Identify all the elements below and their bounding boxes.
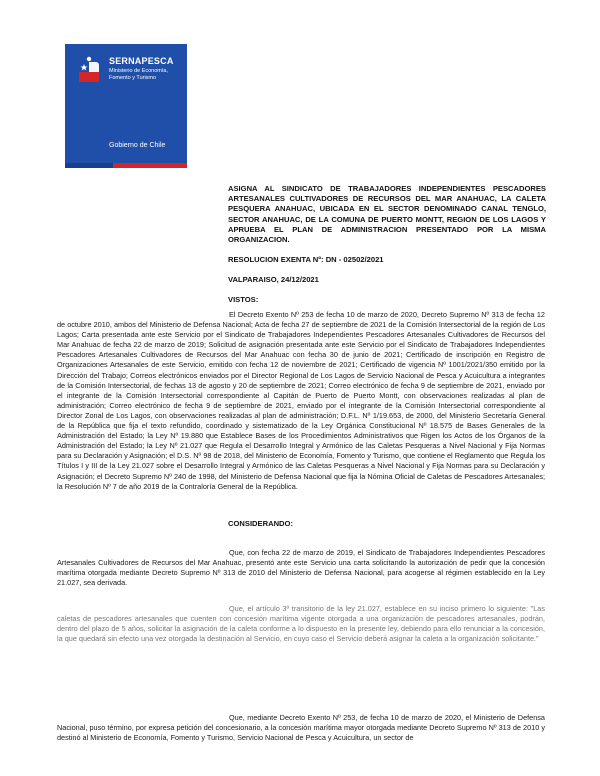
resolution-number: RESOLUCION EXENTA Nº: DN - 02502/2021: [228, 255, 384, 264]
logo-blue-stripe: [65, 163, 113, 168]
vistos-paragraph: [57, 310, 545, 492]
considerando-text-1: Que, con fecha 22 de marzo de 2019, el Sindicato de Trabajadores Independientes Pescadores Artesanales Cultivadores de Recursos del Mar Anahuac, presentó ante este Servicio una carta solicitando la autorización de pedir que la concesión marítima otorgada mediante Decreto Supremo Nº 313 de 2010 del Ministerio de Defensa Nacional, para acogerse al régimen establecido en la Ley 21.027, sea derivada.: [57, 548, 545, 588]
sernapesca-logo: [65, 44, 187, 168]
place-date: VALPARAISO, 24/12/2021: [228, 275, 319, 284]
considerando-heading: CONSIDERANDO:: [228, 519, 293, 528]
resolution-title: ASIGNA AL SINDICATO DE TRABAJADORES INDEPENDIENTES PESCADORES ARTESANALES CULTIVADORES DE RECURSOS DEL MAR ANAHUAC, LA CALETA PESQUERA ANAHUAC, UBICADA EN EL SECTOR DENOMINADO CANAL TENGLO, SECTOR ANAHUAC, DE LA COMUNA DE PUERTO MONTT, REGION DE LOS LAGOS Y APRUEBA EL PLAN DE ADMINISTRACION PRESENTADO POR LA MISMA ORGANIZACION.: [228, 184, 546, 245]
vistos-heading: VISTOS:: [228, 295, 259, 304]
considerando-paragraph-1: [57, 548, 545, 588]
considerando-paragraph-2: [57, 604, 545, 644]
agency-name: SERNAPESCA: [109, 56, 174, 66]
vistos-text: El Decreto Exento Nº 253 de fecha 10 de marzo de 2020, Decreto Supremo Nº 313 de fecha 12 de octubre 2010, ambos del Ministerio de Defensa Nacional; Acta de fecha 27 de septiembre de 2021 de la Comisión Intersectorial de la región de Los Lagos; Carta presentada ante este Servicio por el Sindicato de Trabajadores Independientes Pescadores Artesanales Cultivadores de Recursos del Mar Anahuac de fecha 22 de marzo de 2019; Solicitud de asignación presentada ante este Servicio por el Sindicato de Trabajadores Independientes Pescadores Artesanales Cultivadores de Recursos del Mar Anahuac con fecha 30 de junio de 2021; Certificado de inscripción en Registro de Organizaciones Artesanales de este Servicio, emitido con fecha 12 de noviembre de 2021; Certificado de vigencia Nº 1001/2021/350 emitido por la Dirección del Trabajo; Correos electrónicos enviados por el Director Regional de Los Lagos de Servicio Nacional de Pesca y Acuicultura a integrantes de la Comisión Intersectorial, de fechas 13 de agosto y 20 de septiembre de 2021; Correo electrónico de fecha 9 de septiembre de 2021, enviado por el integrante de la Comisión Intersectorial correspondiente al Capitán de Puerto de Puerto Montt, con observaciones realizadas al plan de administración; Correo electrónico de fecha 9 de septiembre de 2021, enviado por el integrante de la Comisión Intersectorial correspondiente al Director Zonal de Los Lagos, con observaciones realizadas al plan de administración; D.F.L. Nº 1/19.653, de 2000, del Ministerio Secretaría General de la República que fija el texto refundido, coordinado y sistematizado de la Ley Orgánica Constitucional Nº 18.575 de Bases Generales de la Administración del Estado; la Ley Nº 19.880 que Establece Bases de los Procedimientos Administrativos que Rigen los Actos de los Órganos de la Administración del Estado; la Ley Nº 21.027 que Regula el Desarrollo Integral y Armónico de las Caletas Pesqueras a Nivel Nacional y Fija Normas para su Declaración y Asignación; el D.S. Nº 98 de 2018, del Ministerio de Economía, Fomento y Turismo, que contiene el Reglamento que Regula los Títulos I y III de la Ley 21.027 sobre el Desarrollo Integral y Armónico de las Caletas Pesqueras a Nivel Nacional y Fija Normas para su Declaración y Asignación; el Decreto Supremo Nº 240 de 1998, del Ministerio de Defensa Nacional que fija la Nómina Oficial de Caletas de Pescadores Artesanales; la Resolución Nº 7 de año 2019 de la Contraloría General de la República.: [57, 310, 545, 491]
coat-of-arms-icon: [75, 56, 103, 86]
considerando-paragraph-3: [57, 713, 545, 743]
government-label: Gobierno de Chile: [109, 142, 166, 149]
considerando-text-3: Que, mediante Decreto Exento Nº 253, de fecha 10 de marzo de 2020, el Ministerio de Defensa Nacional, puso término, por expresa petición del concesionario, a la concesión marítima mayor otorgada mediante Decreto Supremo Nº 313 de 2010 y destinó al Ministerio de Economía, Fomento y Turismo, Servicio Nacional de Pesca y Acuicultura, un sector de: [57, 713, 545, 743]
ministry-name: Ministerio de Economía, Fomento y Turismo: [109, 68, 168, 81]
considerando-text-2: Que, el artículo 3º transitorio de la ley 21.027, establece en su inciso primero lo siguiente: "Las caletas de pescadores artesanales que cuenten con concesión marítima vigente otorgada a una organización de pescadores artesanales, podrán, dentro del plazo de 5 años, solicitar la asignación de la caleta conforme a lo dispuesto en la presente ley, debiendo para ello renunciar a la concesión, la que quedará sin efecto una vez otorgada la destinación al Servicio, en cuyo caso el Servicio deberá asignar la caleta a la organización solicitante.": [57, 604, 545, 644]
